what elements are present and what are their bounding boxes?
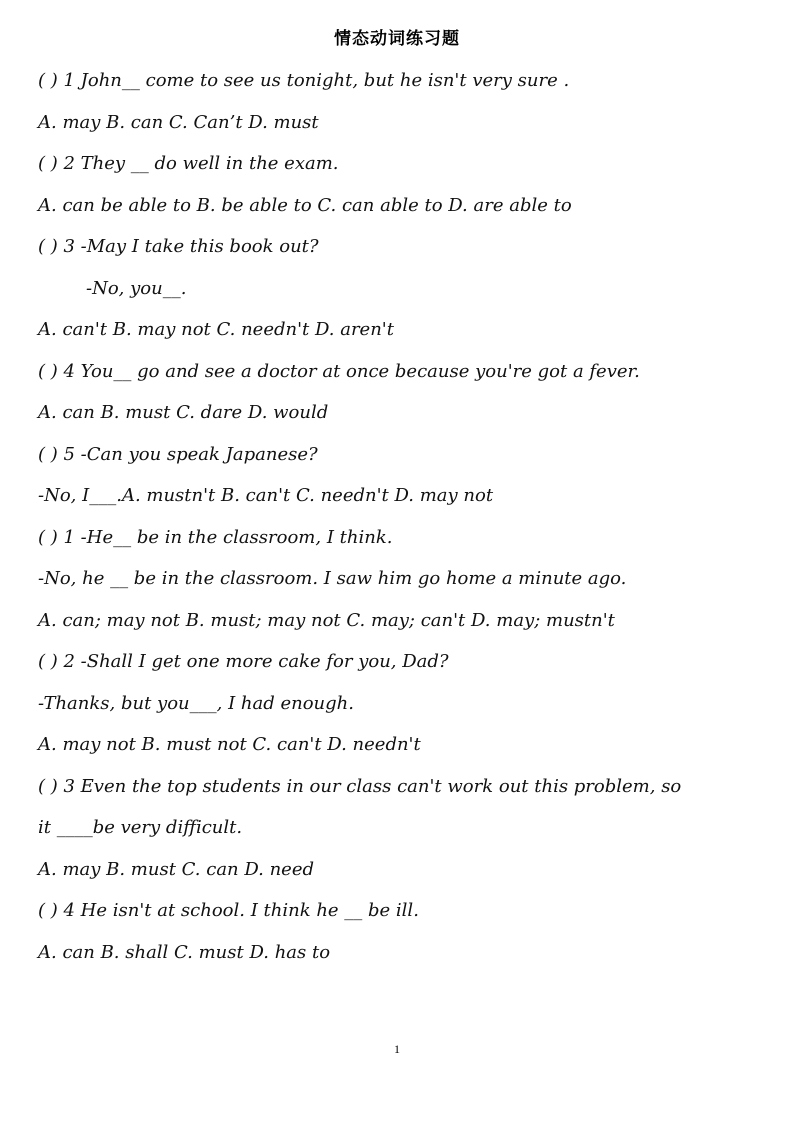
question-b4-stem: ( ) 4 He isn't at school. I think he __ be ill. [38,900,419,921]
question-b2-options: A. may not B. must not C. can't D. needn't [38,734,421,755]
question-4-options: A. can B. must C. dare D. would [38,402,329,423]
question-2-stem: ( ) 2 They __ do well in the exam. [38,153,339,174]
question-1-options: A. may B. can C. Can’t D. must [38,111,319,133]
question-b2-response: -Thanks, but you___, I had enough. [38,692,354,714]
question-3-response: -No, you__. [86,277,187,299]
question-b4-options: A. can B. shall C. must D. has to [38,941,331,963]
question-b3-stem-continued: it ____be very difficult. [38,817,243,838]
question-b3-options: A. may B. must C. can D. need [38,858,315,880]
page-title: 情态动词练习题 [334,29,460,49]
page-number: 1 [394,1042,400,1056]
exercise-list [38,66,758,979]
question-5-response-options: -No, I___.A. mustn't B. can't C. needn't D. may not [38,485,494,506]
question-b2-stem: ( ) 2 -Shall I get one more cake for you, Dad? [38,651,449,672]
question-3-stem: ( ) 3 -May I take this book out? [38,236,319,257]
question-4-stem: ( ) 4 You__ go and see a doctor at once because you're got a fever. [38,360,640,382]
question-3-options: A. can't B. may not C. needn't D. aren't [38,319,394,340]
question-1-stem: ( ) 1 John__ come to see us tonight, but he isn't very sure . [38,70,570,91]
question-b1-options: A. can; may not B. must; may not C. may; can't D. may; mustn't [38,609,615,631]
question-b1-response: -No, he __ be in the classroom. I saw him go home a minute ago. [38,568,627,589]
question-5-stem: ( ) 5 -Can you speak Japanese? [38,443,318,465]
question-b1-stem: ( ) 1 -He__ be in the classroom, I think. [38,526,393,548]
question-2-options: A. can be able to B. be able to C. can able to D. are able to [38,194,572,216]
question-b3-stem: ( ) 3 Even the top students in our class can't work out this problem, so [38,775,682,797]
